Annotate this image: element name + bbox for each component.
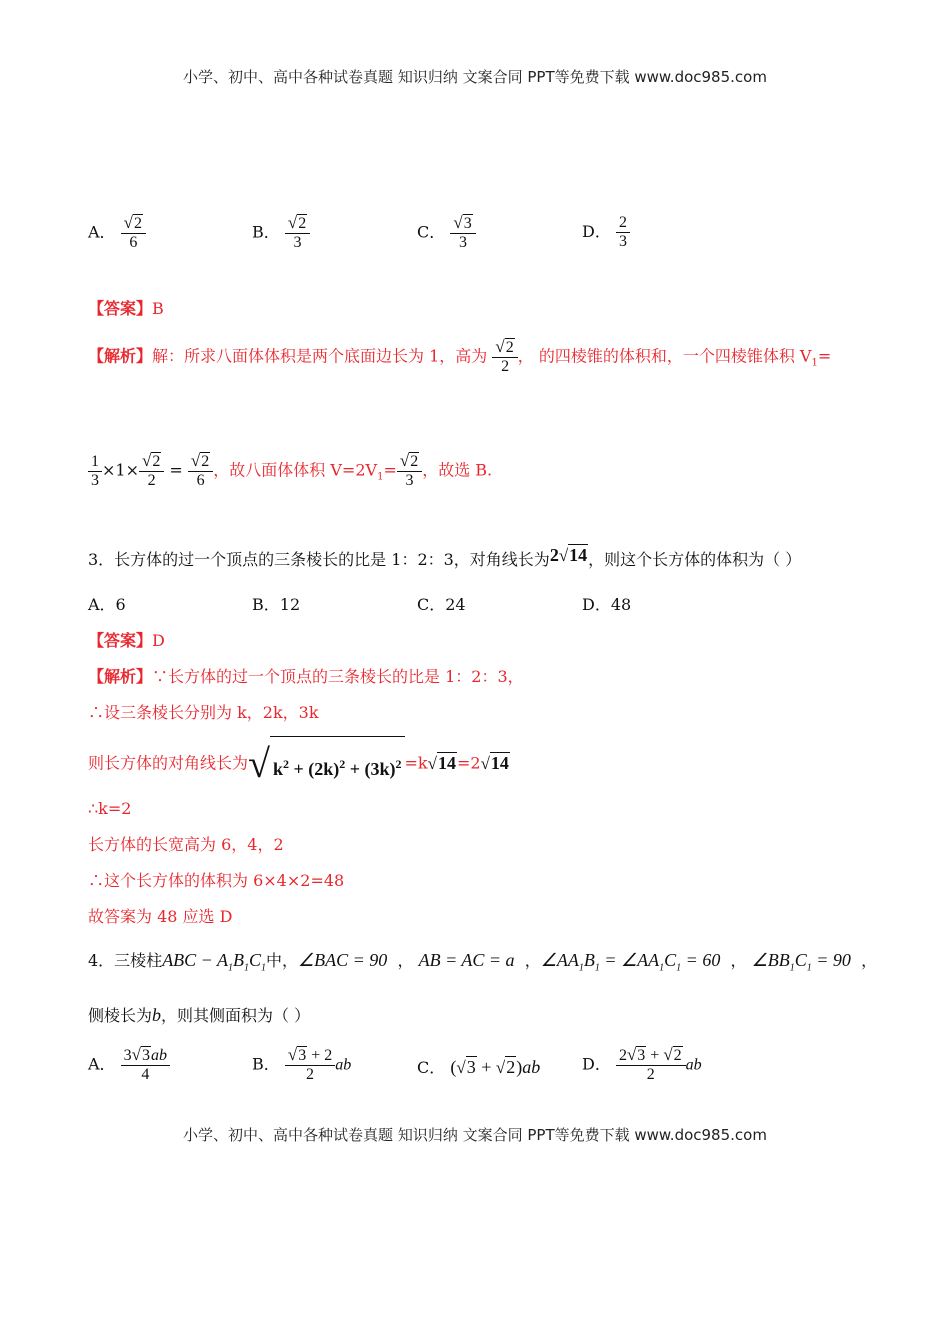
fraction: $\frac{√2}{2}$	[492, 338, 517, 376]
q2-answer: 【答案】B	[88, 299, 164, 318]
fraction: $\frac{√3 + 2}{2}$	[285, 1046, 335, 1084]
fraction: $\frac{2}{3}$	[616, 214, 630, 251]
fraction: $\frac{2√3 + √2}{2}$	[616, 1046, 686, 1084]
q4-stem-line1: 4．三棱柱ABC − $A_1B_1C_1$中，∠BAC = 90 ， AB = AC = a ，$\angle AA_1B_1$ = $\angle AA_1C_1 = 60$ ， $\angle BB_1C_1 = 90$ ，	[88, 950, 878, 974]
q3-analysis-line5: 长方体的长宽高为 6，4，2	[88, 835, 284, 854]
fraction: $\frac{√2}{6}$	[188, 452, 213, 490]
fraction: $\frac{√2}{2}$	[139, 452, 164, 490]
q3-option-c[interactable]: C．24	[417, 595, 466, 614]
fraction: $\frac{1}{3}$	[88, 453, 102, 490]
q2-option-d[interactable]: D． $\frac{2}{3}$	[582, 214, 630, 251]
q4-option-b[interactable]: B． $\frac{√3 + 2}{2}$ ab	[252, 1045, 352, 1083]
q3-option-b[interactable]: B．12	[252, 595, 301, 614]
q3-analysis-line7: 故答案为 48 应选 D	[88, 907, 233, 926]
fraction: $\frac{3√3ab}{4}$	[121, 1046, 170, 1084]
q3-stem: 3．长方体的过一个顶点的三条棱长的比是 1：2：3，对角线长为2√14，则这个长方体的体积为（ ）	[88, 545, 802, 569]
q2-analysis-line2: $\frac{1}{3}$ ×1× $\frac{√2}{2}$ = $\frac{√2}{6}$ ，故八面体体积 $V=2V_1=$ $\frac{√2}{3}$ ，故选 B.	[88, 452, 492, 490]
q3-analysis-line4: ∴k=2	[88, 799, 132, 818]
fraction: $\frac{√3}{3}$	[450, 214, 475, 252]
q2-option-a[interactable]: A． $\frac{√2}{6}$	[88, 214, 146, 252]
q4-option-a[interactable]: A． $\frac{3√3ab}{4}$	[88, 1046, 170, 1084]
q3-analysis-line2: ∴设三条棱长分别为 k，2k，3k	[88, 703, 319, 722]
q4-option-c[interactable]: C． (√3 + √2)ab	[417, 1057, 541, 1077]
page-footer: 小学、初中、高中各种试卷真题 知识归纳 文案合同 PPT等免费下载 www.doc985.com	[183, 1126, 767, 1144]
diagonal-formula: √ $k^2 + (2k)^2 + (3k)^2$	[248, 736, 405, 792]
q4-stem-line2: 侧棱长为b，则其侧面积为（ ）	[88, 1005, 311, 1025]
q3-analysis-line1: 【解析】∵长方体的过一个顶点的三条棱长的比是 1：2：3，	[88, 667, 524, 686]
page-header: 小学、初中、高中各种试卷真题 知识归纳 文案合同 PPT等免费下载 www.doc985.com	[183, 68, 767, 86]
q3-answer: 【答案】D	[88, 631, 165, 650]
q2-option-b[interactable]: B． $\frac{√2}{3}$	[252, 214, 310, 252]
q3-analysis-line6: ∴这个长方体的体积为 6×4×2=48	[88, 871, 345, 890]
fraction: $\frac{√2}{6}$	[121, 214, 146, 252]
fraction: $\frac{√2}{3}$	[285, 214, 310, 252]
q3-analysis-line3: 则长方体的对角线长为√ $k^2 + (2k)^2 + (3k)^2 =k√14=2√14$	[88, 736, 510, 792]
q2-option-c[interactable]: C． $\frac{√3}{3}$	[417, 214, 476, 252]
q2-analysis-line1: 【解析】解：所求八面体体积是两个底面边长为 1，高为 $\frac{√2}{2}$ ， 的四棱锥的体积和，一个四棱锥体积 $V_1=$	[88, 337, 832, 375]
q4-option-d[interactable]: D． $\frac{2√3 + √2}{2}$ ab	[582, 1045, 702, 1083]
q3-option-a[interactable]: A．6	[88, 595, 126, 614]
q3-option-d[interactable]: D．48	[582, 595, 632, 614]
fraction: $\frac{√2}{3}$	[397, 452, 422, 490]
